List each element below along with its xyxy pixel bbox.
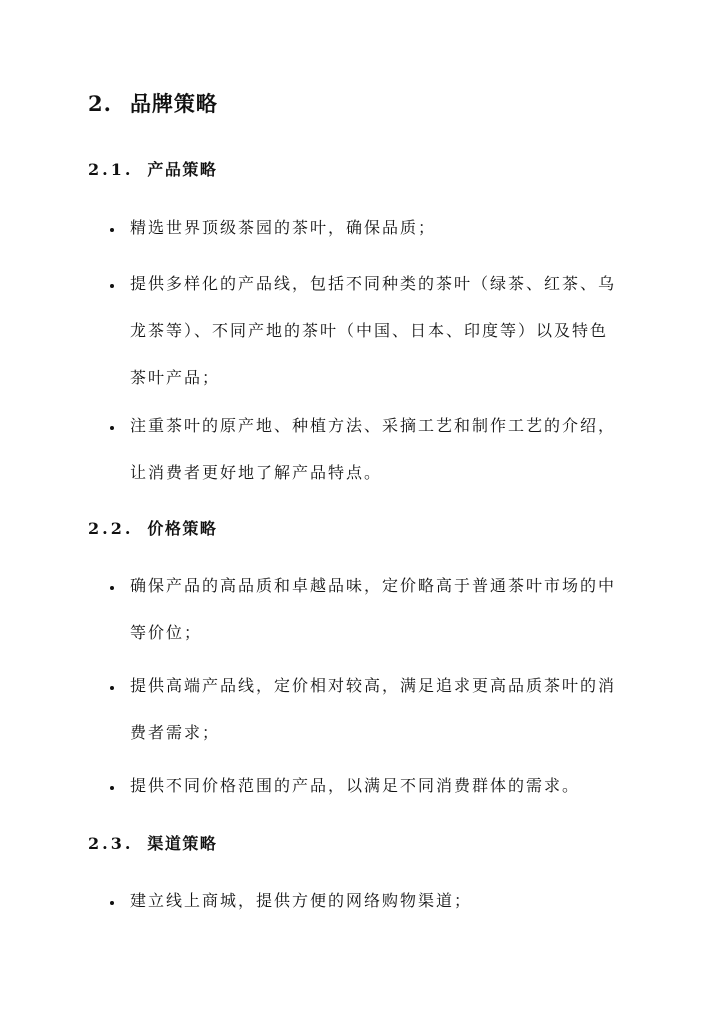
section-heading (88, 88, 218, 118)
list-item-text: 提供多样化的产品线，包括不同种类的茶叶（绿茶、红茶、乌龙茶等）、不同产地的茶叶（中国、日本、印度等）以及特色茶叶产品； (130, 274, 617, 387)
subsection-heading-channel (88, 831, 217, 854)
subsection-number: 2.1. (88, 160, 134, 179)
subsection-number: 2.2. (88, 519, 134, 538)
list-item-text: 确保产品的高品质和卓越品味，定价略高于普通茶叶市场的中等价位； (130, 576, 617, 642)
section-number: 2. (88, 91, 112, 116)
bullet-icon (110, 786, 114, 790)
list-item-text: 提供高端产品线，定价相对较高，满足追求更高品质茶叶的消费者需求； (130, 676, 617, 742)
list-item-text: 注重茶叶的原产地、种植方法、采摘工艺和制作工艺的介绍，让消费者更好地了解产品特点。 (130, 416, 617, 482)
bullet-icon (110, 686, 114, 690)
bullet-icon (110, 901, 114, 905)
subsection-heading-price (88, 516, 217, 539)
bullet-icon (110, 586, 114, 590)
subsection-number: 2.3. (88, 834, 134, 853)
bullet-icon (110, 228, 114, 232)
section-title: 品牌策略 (129, 91, 218, 116)
bullet-icon (110, 426, 114, 430)
subsection-title: 渠道策略 (147, 834, 218, 853)
subsection-heading-product (88, 157, 217, 180)
list-item-text: 提供不同价格范围的产品，以满足不同消费群体的需求。 (130, 776, 581, 795)
subsection-title: 产品策略 (147, 160, 218, 179)
list-item-text: 建立线上商城，提供方便的网络购物渠道； (130, 891, 473, 910)
subsection-title: 价格策略 (147, 519, 218, 538)
list-item-text: 精选世界顶级茶园的茶叶，确保品质； (130, 218, 437, 237)
bullet-icon (110, 284, 114, 288)
